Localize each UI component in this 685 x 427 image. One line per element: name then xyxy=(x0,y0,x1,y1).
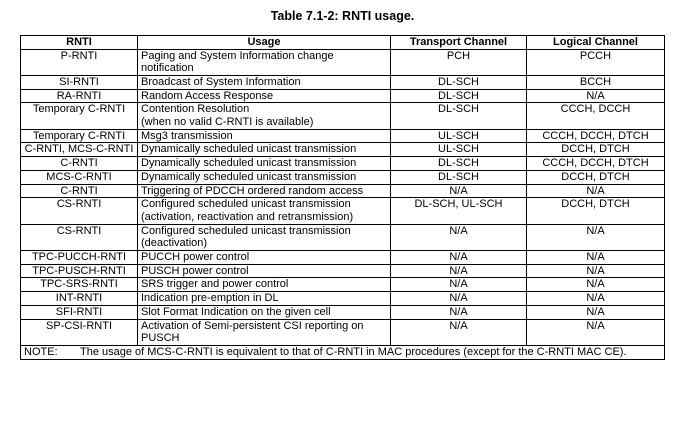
table-row xyxy=(21,49,665,75)
cell-logical: DCCH, DTCH xyxy=(527,198,665,224)
cell-usage: Dynamically scheduled unicast transmission xyxy=(138,157,391,171)
cell-transport: N/A xyxy=(391,319,527,345)
table-header-row xyxy=(21,36,665,50)
cell-rnti: SP-CSI-RNTI xyxy=(21,319,138,345)
cell-transport: DL-SCH xyxy=(391,157,527,171)
cell-rnti: CS-RNTI xyxy=(21,224,138,250)
cell-rnti: TPC-PUSCH-RNTI xyxy=(21,264,138,278)
table-row xyxy=(21,198,665,224)
cell-transport: N/A xyxy=(391,224,527,250)
cell-logical: N/A xyxy=(527,292,665,306)
cell-transport: DL-SCH xyxy=(391,170,527,184)
cell-rnti: CS-RNTI xyxy=(21,198,138,224)
cell-usage: Configured scheduled unicast transmission (activation, reactivation and retransmission) xyxy=(138,198,391,224)
cell-transport: PCH xyxy=(391,49,527,75)
cell-transport: UL-SCH xyxy=(391,129,527,143)
cell-transport: N/A xyxy=(391,184,527,198)
table-row xyxy=(21,319,665,345)
cell-rnti: MCS-C-RNTI xyxy=(21,170,138,184)
table-row xyxy=(21,157,665,171)
cell-logical: CCCH, DCCH, DTCH xyxy=(527,157,665,171)
header-logical-channel: Logical Channel xyxy=(527,36,665,50)
table-row xyxy=(21,305,665,319)
cell-usage xyxy=(138,103,391,129)
table-row xyxy=(21,184,665,198)
cell-usage: Random Access Response xyxy=(138,89,391,103)
cell-transport: N/A xyxy=(391,251,527,265)
cell-transport: UL-SCH xyxy=(391,143,527,157)
cell-logical: DCCH, DTCH xyxy=(527,143,665,157)
cell-usage: Dynamically scheduled unicast transmission xyxy=(138,170,391,184)
table-note-row xyxy=(21,345,665,359)
note-text: The usage of MCS-C-RNTI is equivalent to that of C-RNTI in MAC procedures (except for the C-RNTI MAC CE). xyxy=(80,345,627,358)
table-row xyxy=(21,143,665,157)
cell-usage: Indication pre-emption in DL xyxy=(138,292,391,306)
cell-transport: DL-SCH xyxy=(391,103,527,129)
cell-logical: PCCH xyxy=(527,49,665,75)
cell-usage: SRS trigger and power control xyxy=(138,278,391,292)
table-row xyxy=(21,89,665,103)
cell-transport: DL-SCH xyxy=(391,75,527,89)
cell-rnti: C-RNTI xyxy=(21,184,138,198)
cell-logical: DCCH, DTCH xyxy=(527,170,665,184)
cell-logical: N/A xyxy=(527,89,665,103)
cell-transport: N/A xyxy=(391,292,527,306)
table-row xyxy=(21,224,665,250)
cell-logical: N/A xyxy=(527,224,665,250)
table-row xyxy=(21,264,665,278)
cell-rnti: TPC-PUCCH-RNTI xyxy=(21,251,138,265)
cell-usage: PUCCH power control xyxy=(138,251,391,265)
cell-usage: Broadcast of System Information xyxy=(138,75,391,89)
table-caption: Table 7.1-2: RNTI usage. xyxy=(270,9,415,23)
cell-rnti: C-RNTI, MCS-C-RNTI xyxy=(21,143,138,157)
cell-logical: BCCH xyxy=(527,75,665,89)
table-row xyxy=(21,103,665,129)
cell-logical: CCCH, DCCH, DTCH xyxy=(527,129,665,143)
cell-transport: N/A xyxy=(391,305,527,319)
table-note xyxy=(21,345,665,359)
cell-usage: PUSCH power control xyxy=(138,264,391,278)
cell-rnti: TPC-SRS-RNTI xyxy=(21,278,138,292)
table-row xyxy=(21,251,665,265)
cell-usage: Activation of Semi-persistent CSI reporting on PUSCH xyxy=(138,319,391,345)
note-label: NOTE: xyxy=(24,345,58,358)
table-row xyxy=(21,278,665,292)
cell-rnti: P-RNTI xyxy=(21,49,138,75)
cell-logical: N/A xyxy=(527,264,665,278)
cell-logical: N/A xyxy=(527,184,665,198)
cell-logical: N/A xyxy=(527,251,665,265)
cell-logical: N/A xyxy=(527,278,665,292)
cell-transport: N/A xyxy=(391,264,527,278)
cell-usage-line-2: (when no valid C-RNTI is available) xyxy=(141,116,314,129)
rnti-usage-table xyxy=(20,35,665,360)
cell-usage: Triggering of PDCCH ordered random access xyxy=(138,184,391,198)
table-row xyxy=(21,170,665,184)
header-rnti: RNTI xyxy=(21,36,138,50)
cell-rnti: INT-RNTI xyxy=(21,292,138,306)
cell-usage: Dynamically scheduled unicast transmission xyxy=(138,143,391,157)
cell-usage: Configured scheduled unicast transmission (deactivation) xyxy=(138,224,391,250)
table-row xyxy=(21,129,665,143)
cell-rnti: RA-RNTI xyxy=(21,89,138,103)
header-usage: Usage xyxy=(138,36,391,50)
cell-transport: N/A xyxy=(391,278,527,292)
cell-rnti: SI-RNTI xyxy=(21,75,138,89)
cell-usage-line-1: Contention Resolution xyxy=(141,103,250,116)
cell-logical: CCCH, DCCH xyxy=(527,103,665,129)
table-row xyxy=(21,75,665,89)
cell-usage: Msg3 transmission xyxy=(138,129,391,143)
header-transport-channel: Transport Channel xyxy=(391,36,527,50)
cell-transport: DL-SCH, UL-SCH xyxy=(391,198,527,224)
cell-transport: DL-SCH xyxy=(391,89,527,103)
cell-rnti: SFI-RNTI xyxy=(21,305,138,319)
cell-logical: N/A xyxy=(527,305,665,319)
cell-logical: N/A xyxy=(527,319,665,345)
table-row xyxy=(21,292,665,306)
cell-rnti: C-RNTI xyxy=(21,157,138,171)
cell-usage: Slot Format Indication on the given cell xyxy=(138,305,391,319)
cell-rnti: Temporary C-RNTI xyxy=(21,129,138,143)
cell-usage: Paging and System Information change notification xyxy=(138,49,391,75)
cell-rnti: Temporary C-RNTI xyxy=(21,103,138,129)
